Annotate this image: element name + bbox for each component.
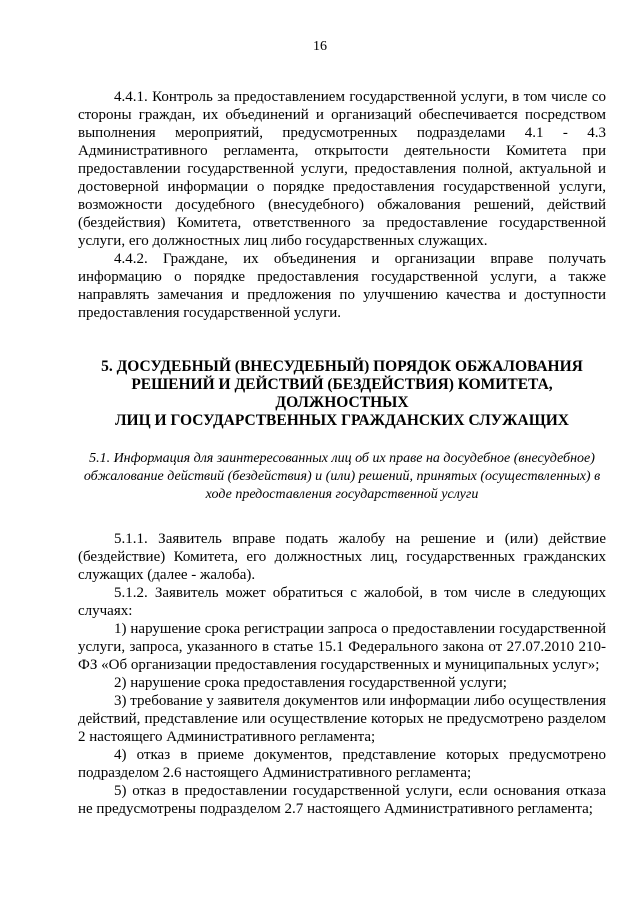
list-item-3: 3) требование у заявителя документов или информации либо осуществления действий, представление или осуществление которых не предусмотрено разделом 2 настоящего Административного регламента; bbox=[78, 693, 606, 745]
paragraph-4-4-1: 4.4.1. Контроль за предоставлением государственной услуги, в том числе со стороны граждан, их объединений и организаций обеспечивается посредством выполнения мероприятий, предусмотренных подразделами 4.1 - 4.3 Административного регламента, открытости деятельности Комитета при предоставлении государственной услуги, предоставления полной, актуальной и достоверной информации о порядке предоставления государственной услуги, возможности досудебного (внесудебного) обжалования решений, действий (бездействия) Комитета, ответственного за предоставление государственной услуги, его должностных лиц либо государственных служащих. bbox=[78, 89, 606, 249]
page-number: 16 bbox=[313, 39, 327, 54]
section-heading-line-1: 5. ДОСУДЕБНЫЙ (ВНЕСУДЕБНЫЙ) ПОРЯДОК ОБЖАЛОВАНИЯ bbox=[101, 358, 583, 375]
section-heading-line-3: ДОЛЖНОСТНЫХ bbox=[275, 394, 409, 411]
section-heading-line-4: ЛИЦ И ГОСУДАРСТВЕННЫХ ГРАЖДАНСКИХ СЛУЖАЩИХ bbox=[115, 412, 569, 429]
section-heading-line-2: РЕШЕНИЙ И ДЕЙСТВИЙ (БЕЗДЕЙСТВИЯ) КОМИТЕТА, bbox=[131, 376, 553, 393]
list-item-1: 1) нарушение срока регистрации запроса о предоставлении государственной услуги, запроса, указанного в статье 15.1 Федерального закона от 27.07.2010 210-ФЗ «Об организации предоставления государственных и муниципальных услуг»; bbox=[78, 621, 606, 673]
paragraph-5-1-1: 5.1.1. Заявитель вправе подать жалобу на решение и (или) действие (бездействие) Комитета, его должностных лиц, государственных гражданских служащих (далее - жалоба). bbox=[78, 531, 606, 583]
subsection-heading: 5.1. Информация для заинтересованных лиц об их праве на досудебное (внесудебное) обжалование действий (бездействия) и (или) решений, принятых (осуществленных) в ходе предоставления государственной услуги bbox=[83, 451, 601, 502]
spacer bbox=[78, 504, 606, 530]
paragraph-4-4-2: 4.4.2. Граждане, их объединения и организации вправе получать информацию о порядке предоставления государственной услуги, а также направлять замечания и предложения по улучшению качества и доступности предоставления государственной услуги. bbox=[78, 251, 606, 321]
section-heading bbox=[78, 358, 606, 430]
list-item-4: 4) отказ в приеме документов, представление которых предусмотрено подразделом 2.6 настоящего Административного регламента; bbox=[78, 747, 606, 781]
paragraph-5-1-2: 5.1.2. Заявитель может обратиться с жалобой, в том числе в следующих случаях: bbox=[78, 585, 606, 619]
list-item-2: 2) нарушение срока предоставления государственной услуги; bbox=[114, 675, 507, 691]
document-body bbox=[78, 88, 606, 818]
list-item-5: 5) отказ в предоставлении государственной услуги, если основания отказа не предусмотрены подразделом 2.7 настоящего Административного регламента; bbox=[78, 783, 606, 817]
